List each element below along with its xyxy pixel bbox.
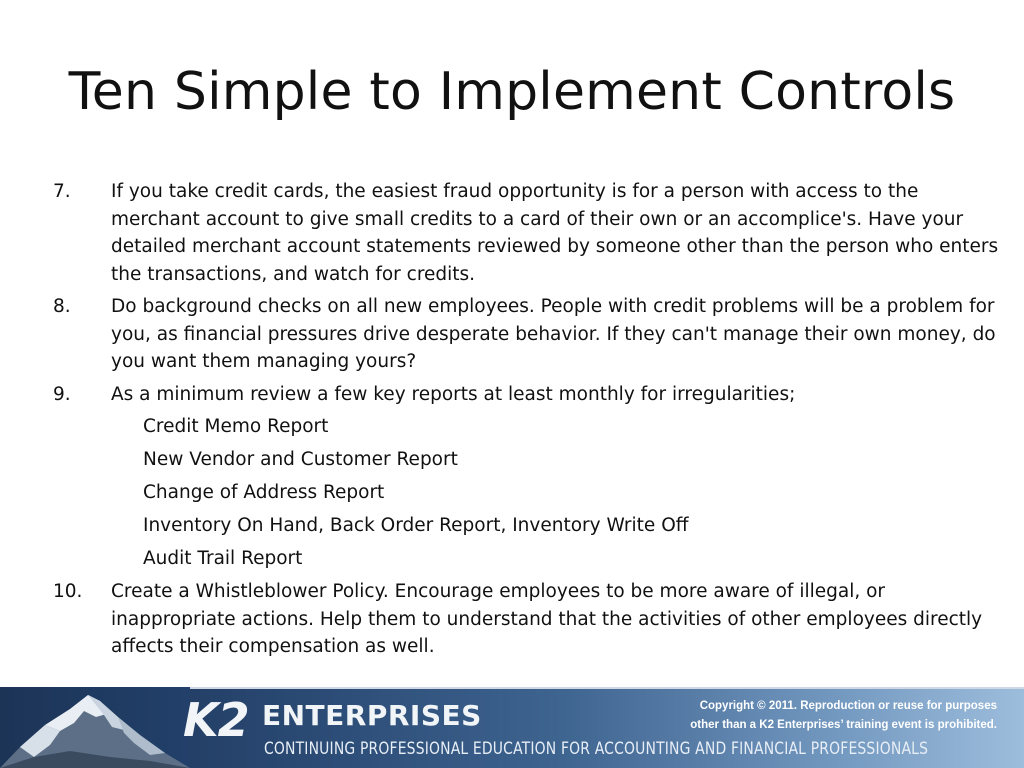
report-item: Inventory On Hand, Back Order Report, Inventory Write Off [143,515,689,536]
item-text: As a minimum review a few key reports at least monthly for irregularities; [111,383,796,405]
report-item: Audit Trail Report [143,548,303,569]
copyright-line: other than a K2 Enterprises’ training event is prohibited. [690,719,997,731]
mountain-image [0,687,190,768]
item-number: 8. [53,296,71,317]
item-number: 9. [53,383,71,405]
footer-banner [0,687,1024,768]
list-item [53,293,1003,376]
item-text: Do background checks on all new employees. People with credit problems will be a problem for you, as financial pressures drive desperate behavior. If they can't manage their own money, do you want them managing yours? [111,296,996,372]
item-text: If you take credit cards, the easiest fraud opportunity is for a person with access to the merchant account to give small credits to a card of their own or an accomplice's. Have your detailed merchant account statements reviewed by someone other than the person who enters the transactions, and watch for credits. [111,181,999,285]
report-item: New Vendor and Customer Report [143,449,458,470]
copyright-notice [690,697,997,735]
item-text: Create a Whistleblower Policy. Encourage employees to be more aware of illegal, or inappropriate actions. Help them to understand that the activities of other employees directly affects their compensation as well. [111,581,983,657]
slide-title: Ten Simple to Implement Controls [68,62,956,122]
slide-content [53,178,1003,666]
list-item [53,178,1003,288]
item-number: 7. [53,181,71,202]
list-item [53,578,1003,661]
list-item [53,381,1003,409]
report-item: Credit Memo Report [143,416,329,437]
k2-logo-wordmark: ENTERPRISES [262,699,482,732]
copyright-line: Copyright © 2011. Reproduction or reuse for purposes [699,700,997,712]
footer-tagline: CONTINUING PROFESSIONAL EDUCATION FOR ACCOUNTING AND FINANCIAL PROFESSIONALS [264,739,929,759]
item-number: 10. [53,581,83,602]
report-item: Change of Address Report [143,482,385,503]
report-sublist [53,413,1003,573]
k2-logo-mark: K2 [183,693,249,747]
